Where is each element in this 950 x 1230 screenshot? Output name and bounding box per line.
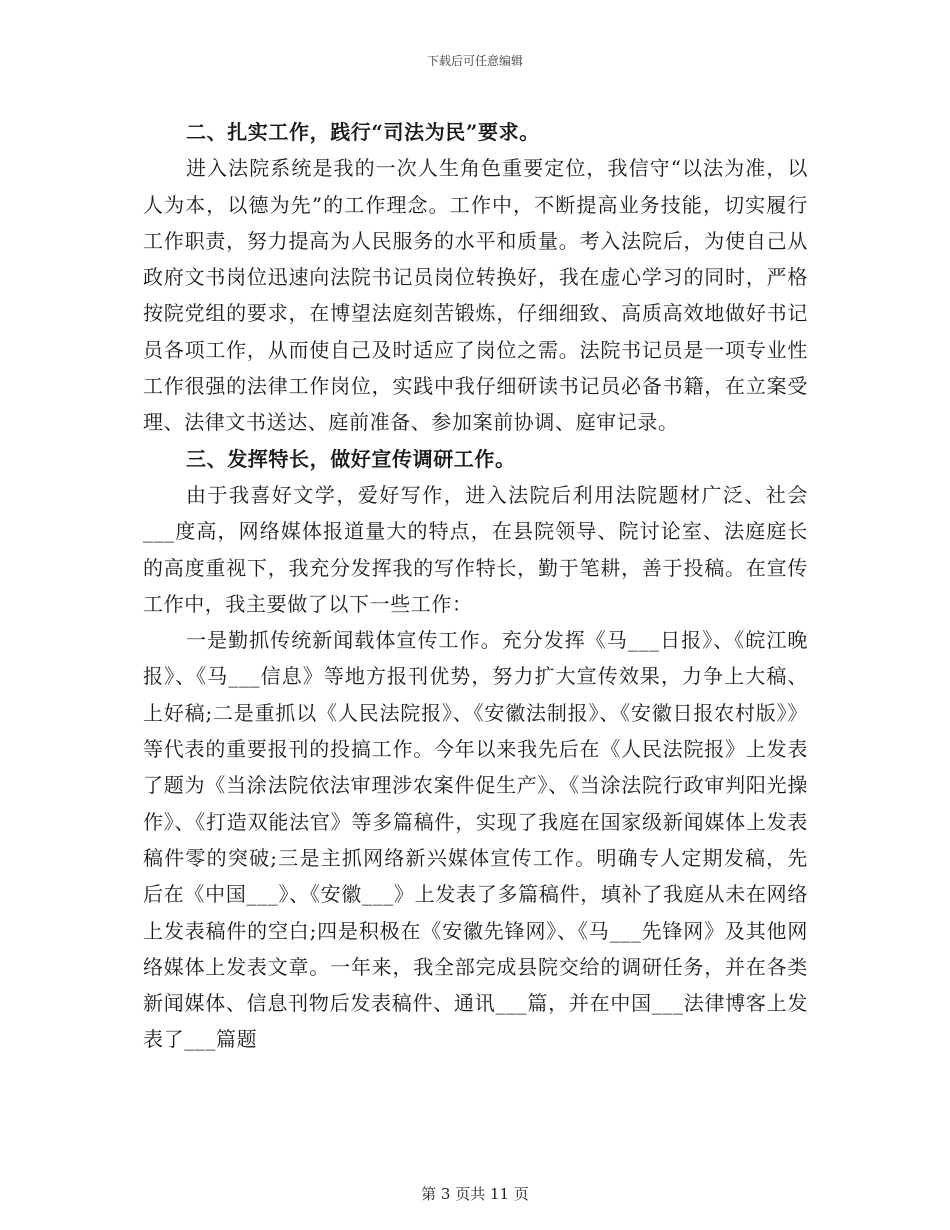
paragraph: 进入法院系统是我的一次人生角色重要定位，我信守“以法为准，以人为本，以德为先”的工作理念。工作中，不断提高业务技能，切实履行工作职责，努力提高为人民服务的水平和质量。考入法院后，为使自己从政府文书岗位迅速向法院书记员岗位转换好，我在虚心学习的同时，严格按院党组的要求，在博望法庭刻苦锻炼，仔细细致、高质高效地做好书记员各项工作，从而使自己及时适应了岗位之需。法院书记员是一项专业性工作很强的法律工作岗位，实践中我仔细研读书记员必备书籍，在立案受理、法律文书送达、庭前准备、参加案前协调、庭审记录。 — [143, 156, 808, 435]
page-footer: 第 3 页共 11 页 — [421, 1185, 529, 1203]
paragraph: 由于我喜好文学，爱好写作，进入法院后利用法院题材广泛、社会___度高，网络媒体报道量大的特点，在县院领导、院讨论室、法庭庭长的高度重视下，我充分发挥我的写作特长，勤于笔耕，善于投稿。在宣传工作中，我主要做了以下一些工作： — [143, 482, 808, 616]
document-body — [143, 114, 808, 1058]
page-header: 下载后可任意编辑 — [426, 54, 523, 68]
section-heading-2: 二、扎实工作，践行“司法为民”要求。 — [186, 120, 540, 144]
section-heading-3: 三、发挥特长，做好宣传调研工作。 — [186, 446, 516, 471]
paragraph: 一是勤抓传统新闻载体宣传工作。充分发挥《马___日报》、《皖江晚报》、《马___信息》等地方报刊优势，努力扩大宣传效果，力争上大稿、上好稿;二是重抓以《人民法院报》、《安徽法制报》、《安徽日报农村版》》等代表的重要报刊的投搞工作。今年以来我先后在《人民法院报》上发表了题为《当涂法院依法审理涉农案件促生产》、《当涂法院行政审判阳光操作》、《打造双能法官》等多篇稿件，实现了我庭在国家级新闻媒体上发表稿件零的突破;三是主抓网络新兴媒体宣传工作。明确专人定期发稿，先后在《中国___》、《安徽___》上发表了多篇稿件，填补了我庭从未在网络上发表稿件的空白;四是积极在《安徽先锋网》、《马___先锋网》及其他网络媒体上发表文章。一年来，我全部完成县院交给的调研任务，并在各类新闻媒体、信息刊物后发表稿件、通讯___篇，并在中国___法律博客上发表了___篇题 — [143, 628, 809, 1052]
